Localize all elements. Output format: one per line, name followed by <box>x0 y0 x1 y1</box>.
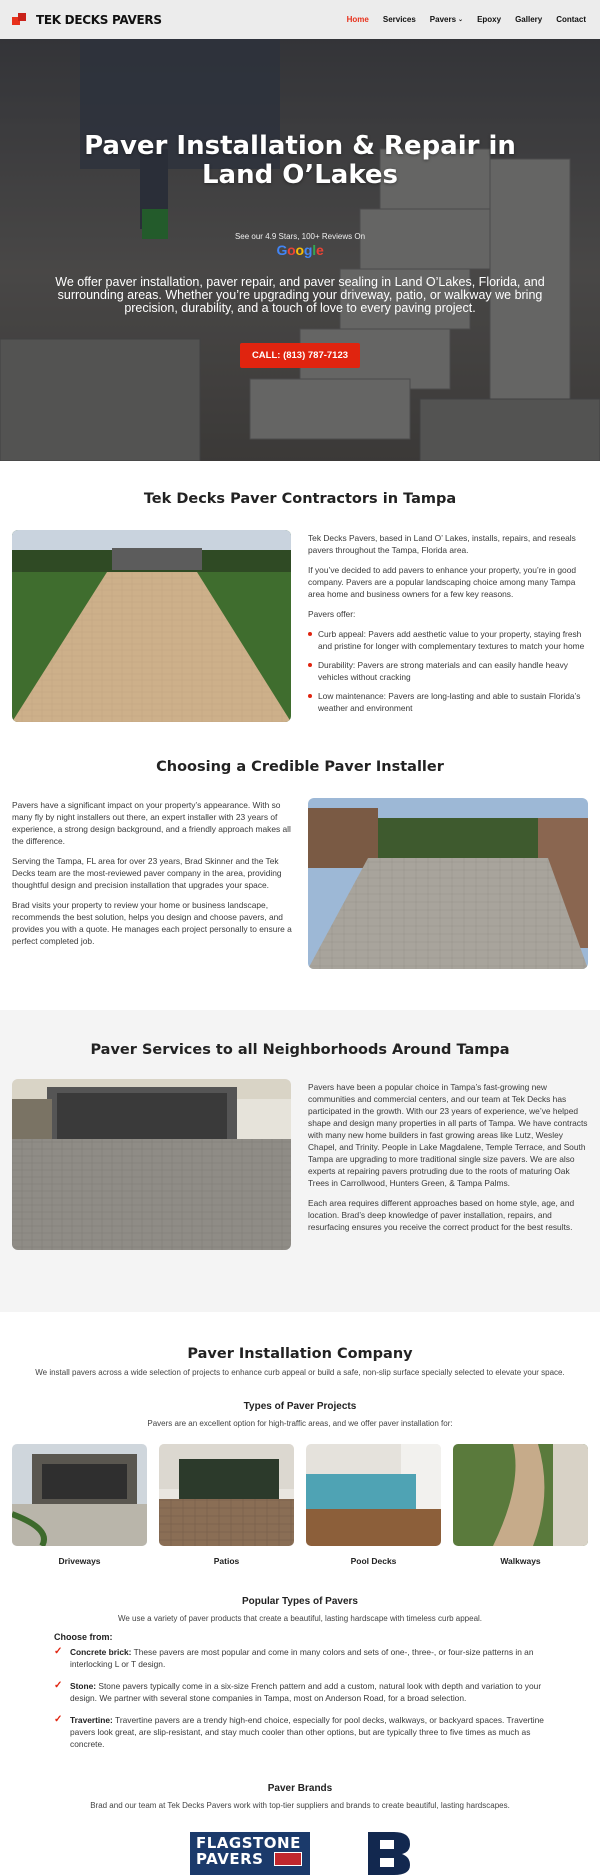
bullet-item: Low maintenance: Pavers are long-lasting and able to sustain Florida’s weather and environment <box>308 690 588 714</box>
brand-logos <box>190 1832 410 1875</box>
nav-services[interactable]: Services <box>382 15 416 24</box>
hero-content <box>0 132 600 368</box>
garage-driveway-photo <box>12 1079 291 1250</box>
driveway-photo-2-image <box>308 798 588 969</box>
logo-text: TEK DECKS PAVERS <box>36 12 162 27</box>
section2-p3: Brad visits your property to review your home or business landscape, recommends the best solution, helps you design and choose pavers, and provides you with a quote. He manages each project personally to ensure a perfect completed job. <box>12 900 292 946</box>
section1-p1: Tek Decks Pavers, based in Land O’ Lakes, installs, repairs, and reseals pavers throughout the Tampa, Florida area. <box>308 533 576 555</box>
hero <box>0 39 600 461</box>
project-types-title: Types of Paver Projects <box>243 1401 357 1412</box>
popular-types-title: Popular Types of Pavers <box>242 1596 358 1607</box>
installation-intro: We install pavers across a wide selection of projects to enhance curb appeal or build a safe, non-slip surface specially selected to elevate your space. <box>35 1368 565 1377</box>
driveway-photo-2 <box>308 798 588 969</box>
section2-text <box>12 799 292 955</box>
logo-mark-icon <box>12 12 34 28</box>
nav-home[interactable]: Home <box>346 15 369 24</box>
reviews-text: See our 4.9 Stars, 100+ Reviews On <box>234 232 366 241</box>
paver-types-list <box>54 1646 546 1760</box>
flagstone-pavers-logo[interactable] <box>190 1832 310 1875</box>
patios-image-graphic <box>159 1444 294 1546</box>
flagstone-line1: FLAGSTONE <box>196 1834 301 1852</box>
project-card-driveways[interactable] <box>12 1444 147 1566</box>
choose-from-label: Choose from: <box>54 1632 113 1642</box>
paver-type-text: Travertine pavers are a trendy high-end choice, especially for pool decks, walkways, or backyard spaces. Travertine pavers look great, are slip-resistant, and stay much cooler than other options, but are typically three to five times as much as concrete. <box>70 1715 544 1749</box>
paver-brands-title: Paver Brands <box>267 1783 333 1794</box>
section3-p2: Each area requires different approaches based on home style, age, and location. Brad’s deep knowledge of paver installation, repairs, and resurfacing ensures you receive the correct product for the best results. <box>308 1198 575 1232</box>
brand-b-logo-graphic <box>368 1832 410 1875</box>
section-title-installation: Paver Installation Company <box>187 1346 413 1362</box>
project-card-patios[interactable] <box>159 1444 294 1566</box>
project-label: Driveways <box>58 1556 101 1566</box>
check-icon: ✓ <box>54 1714 63 1725</box>
brand-b-logo[interactable] <box>368 1832 410 1875</box>
garage-driveway-photo-image <box>12 1079 291 1250</box>
nav-pavers-label: Pavers <box>429 15 457 24</box>
flag-icon <box>274 1852 302 1866</box>
project-label: Walkways <box>500 1556 541 1566</box>
bullet-item: Curb appeal: Pavers add aesthetic value to your property, staying fresh and pristine for longer with complementary textures to match your home <box>308 628 588 652</box>
bullet-item: Durability: Pavers are strong materials and can easily handle heavy vehicles without cracking <box>308 659 588 683</box>
nav-epoxy[interactable]: Epoxy <box>477 15 502 24</box>
check-icon: ✓ <box>54 1680 63 1691</box>
project-types-intro: Pavers are an excellent option for high-traffic areas, and we offer paver installation for: <box>147 1419 453 1428</box>
pool-decks-image-graphic <box>306 1444 441 1546</box>
project-card-pool-decks[interactable] <box>306 1444 441 1566</box>
hero-description: We offer paver installation, paver repair, and paver sealing in Land O’Lakes, Florida, and surrounding areas. Whether you’re upgrading your driveway, patio, or walkway we bring precision, durability, and a touch of love to every paving project. <box>55 275 545 315</box>
site-header <box>0 0 600 39</box>
pool-decks-image <box>306 1444 441 1546</box>
section-title-contractors: Tek Decks Paver Contractors in Tampa <box>143 491 457 507</box>
logo[interactable] <box>12 12 162 28</box>
patios-image <box>159 1444 294 1546</box>
section2-p2: Serving the Tampa, FL area for over 23 years, Brad Skinner and the Tek Decks team are the most-reviewed paver company in the area, providing thoughtful design and precision installation that upgrades your space. <box>12 856 282 890</box>
paver-type-label: Concrete brick: <box>70 1647 132 1657</box>
project-label: Pool Decks <box>350 1556 397 1566</box>
paver-type-item <box>54 1680 546 1704</box>
section1-p3: Pavers offer: <box>308 609 356 619</box>
nav-pavers[interactable] <box>430 15 463 24</box>
driveways-image <box>12 1444 147 1546</box>
driveway-photo-1-image <box>12 530 291 722</box>
driveway-photo-1 <box>12 530 291 722</box>
check-icon: ✓ <box>54 1646 63 1657</box>
nav-gallery[interactable]: Gallery <box>515 15 543 24</box>
paver-type-item <box>54 1714 546 1750</box>
walkways-image <box>453 1444 588 1546</box>
section1-bullets <box>308 628 588 714</box>
paver-type-label: Travertine: <box>70 1715 113 1725</box>
flagstone-line2: PAVERS <box>196 1850 264 1868</box>
paver-type-item <box>54 1646 546 1670</box>
chevron-down-icon: ⌄ <box>458 17 464 23</box>
popular-types-intro: We use a variety of paver products that create a beautiful, lasting hardscape with timeless curb appeal. <box>117 1614 483 1623</box>
section3-text <box>308 1081 590 1241</box>
call-button[interactable]: CALL: (813) 787-7123 <box>240 343 360 368</box>
google-logo[interactable]: Google <box>276 242 324 258</box>
project-card-walkways[interactable] <box>453 1444 588 1566</box>
driveways-image-graphic <box>12 1444 147 1546</box>
paver-type-label: Stone: <box>70 1681 97 1691</box>
section-title-neighborhoods: Paver Services to all Neighborhoods Around Tampa <box>90 1042 510 1058</box>
walkways-image-graphic <box>453 1444 588 1546</box>
paver-type-text: Stone pavers typically come in a six-size French pattern and add a custom, natural look with depth and variation to your design. We partner with several stone companies in Tampa, most on Anderson Road, for a broad selection. <box>70 1681 542 1703</box>
main-nav <box>347 15 586 24</box>
section1-text <box>308 532 588 721</box>
section-title-credible: Choosing a Credible Paver Installer <box>156 759 444 775</box>
nav-contact[interactable]: Contact <box>556 15 586 24</box>
hero-title: Paver Installation & Repair in Land O’Lakes <box>84 131 516 190</box>
project-label: Patios <box>213 1556 240 1566</box>
paver-type-text: These pavers are most popular and come in many colors and sets of one-, three-, or four-size patterns in an interlocking L or T design. <box>70 1647 534 1669</box>
section3-p1: Pavers have been a popular choice in Tampa’s fast-growing new communities and commercial centers, and our team at Tek Decks has participated in the growth. With our 23 years of experience, we’ve helped shape and design many properties in all parts of Tampa. We have contracts with many new home builders in fast growing areas like Lutz, Wesley Chapel, and Trinity. People in Lake Magdalene, Temple Terrace, and South Tampa are upgrading to more traditional single size pavers. We are also experts at repairing pavers protruding due to the roots of maturing Oak Trees in Carrollwood, Hunters Green, & Tampa Palms. <box>308 1082 588 1188</box>
paver-brands-intro: Brad and our team at Tek Decks Pavers work with top-tier suppliers and brands to create beautiful, lasting hardscapes. <box>90 1801 510 1810</box>
section1-p2: If you’ve decided to add pavers to enhance your property, you’re in good company. Pavers are a popular landscaping choice among many Tampa area home and business owners for a few key reasons. <box>308 565 577 599</box>
section2-p1: Pavers have a significant impact on your property’s appearance. With so many fly by night installers out there, an expert installer with 23 years of experience, a strong design background, and a friendly approach makes all the difference. <box>12 800 291 846</box>
